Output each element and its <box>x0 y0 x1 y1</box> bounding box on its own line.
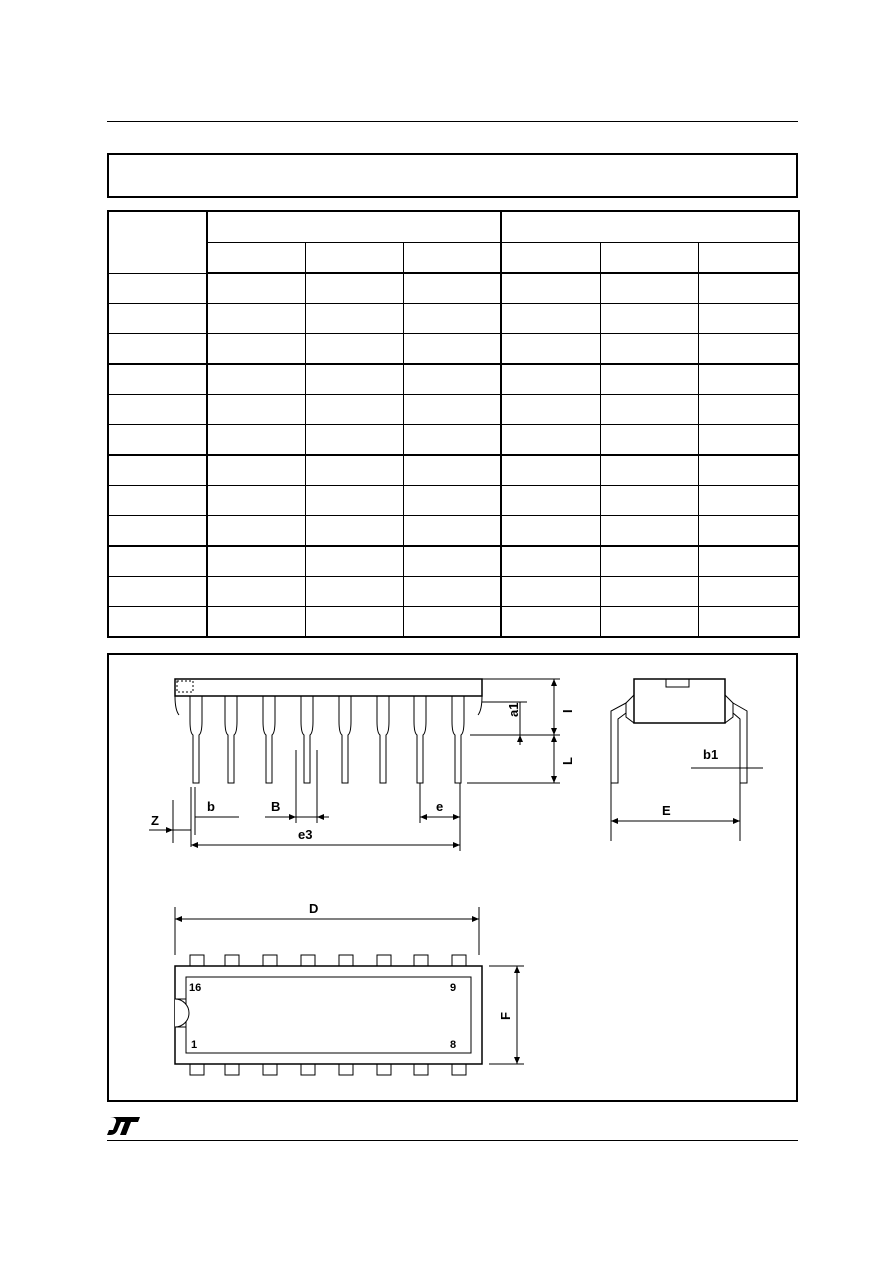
table-cell <box>403 364 501 395</box>
label-F: F <box>498 1012 513 1020</box>
table-cell <box>501 516 600 547</box>
lead <box>452 696 464 783</box>
package-body-end <box>634 679 725 723</box>
arrow-head <box>551 679 557 686</box>
subheader-cell <box>305 243 403 274</box>
label-L: L <box>560 757 575 765</box>
table-cell <box>305 577 403 607</box>
table-cell <box>403 304 501 334</box>
table-cell <box>600 486 698 516</box>
arrow-head <box>420 814 427 820</box>
table-cell <box>403 486 501 516</box>
table-cell <box>207 516 305 547</box>
table-header-row <box>108 211 799 243</box>
table-cell <box>600 455 698 486</box>
table-cell <box>698 334 799 365</box>
table-cell <box>501 546 600 577</box>
table-cell <box>305 334 403 365</box>
pin-pad <box>301 1064 315 1075</box>
table-cell <box>207 455 305 486</box>
table-cell <box>207 334 305 365</box>
lead <box>377 696 389 783</box>
arrow-head <box>472 916 479 922</box>
arrow-head <box>317 814 324 820</box>
table-cell <box>501 425 600 456</box>
table-row <box>108 273 799 304</box>
table-cell <box>305 304 403 334</box>
table-cell <box>403 577 501 607</box>
table-row <box>108 334 799 365</box>
table-cell <box>698 425 799 456</box>
label-B: B <box>271 799 281 814</box>
table-row <box>108 607 799 638</box>
label-E: E <box>662 803 671 818</box>
subheader-cell <box>600 243 698 274</box>
footer-rule <box>107 1140 798 1141</box>
table-cell <box>698 546 799 577</box>
pin-pad <box>225 1064 239 1075</box>
table-cell <box>600 273 698 304</box>
body-left-edge <box>175 696 179 715</box>
end-lead-left <box>611 703 626 783</box>
arrow-head <box>166 827 173 833</box>
table-cell <box>305 546 403 577</box>
arrow-head <box>551 776 557 783</box>
table-cell <box>600 364 698 395</box>
table-cell <box>600 577 698 607</box>
table-cell <box>108 607 207 638</box>
table-cell <box>698 577 799 607</box>
label-a1: a1 <box>506 702 521 717</box>
table-cell <box>501 304 600 334</box>
lead-group <box>190 696 464 783</box>
table-cell <box>207 273 305 304</box>
table-cell <box>305 607 403 638</box>
package-drawing <box>107 653 798 1102</box>
table-cell <box>600 334 698 365</box>
table-title-box <box>107 153 798 198</box>
table-cell <box>600 304 698 334</box>
package-outline-svg <box>109 655 796 1100</box>
arrow-head <box>453 842 460 848</box>
pad-group <box>190 955 466 1075</box>
arrow-head <box>289 814 296 820</box>
table-cell <box>108 273 207 304</box>
table-cell <box>305 395 403 425</box>
table-cell <box>403 607 501 638</box>
table-cell <box>501 577 600 607</box>
table-cell <box>108 455 207 486</box>
table-cell <box>600 425 698 456</box>
arrow-head <box>191 842 198 848</box>
st-logo-icon <box>107 1116 141 1136</box>
table-row <box>108 486 799 516</box>
table-row <box>108 546 799 577</box>
table-cell <box>108 486 207 516</box>
table-cell <box>305 425 403 456</box>
pin-pad <box>377 1064 391 1075</box>
pin-pad <box>339 1064 353 1075</box>
inch-header-cell <box>501 211 799 243</box>
header-rule <box>107 121 798 122</box>
table-cell <box>305 273 403 304</box>
table-cell <box>305 364 403 395</box>
arrow-head <box>733 818 740 824</box>
pin-pad <box>452 1064 466 1075</box>
table-cell <box>207 364 305 395</box>
table-cell <box>207 546 305 577</box>
pin-pad <box>414 955 428 966</box>
table-row <box>108 364 799 395</box>
table-cell <box>108 546 207 577</box>
pin-pad <box>452 955 466 966</box>
table-cell <box>207 395 305 425</box>
pin-label-8: 8 <box>450 1039 457 1051</box>
table-row <box>108 304 799 334</box>
table-cell <box>698 304 799 334</box>
table-cell <box>403 546 501 577</box>
arrow-head <box>514 1057 520 1064</box>
pin-pad <box>190 1064 204 1075</box>
arrow-head <box>517 735 523 742</box>
table-cell <box>108 304 207 334</box>
end-body-left <box>626 695 634 723</box>
table-cell <box>698 395 799 425</box>
table-cell <box>207 607 305 638</box>
arrow-head <box>551 728 557 735</box>
package-body-top-inner <box>186 977 471 1053</box>
table-cell <box>108 577 207 607</box>
lead <box>339 696 351 783</box>
table-cell <box>207 577 305 607</box>
subheader-cell <box>403 243 501 274</box>
table-cell <box>600 546 698 577</box>
arrow-head <box>453 814 460 820</box>
table-cell <box>305 486 403 516</box>
table-cell <box>600 516 698 547</box>
table-cell <box>698 486 799 516</box>
pin-pad <box>339 955 353 966</box>
dim-header-cell <box>108 211 207 273</box>
table-cell <box>207 425 305 456</box>
table-cell <box>698 273 799 304</box>
table-cell <box>698 455 799 486</box>
pin1-marker <box>177 681 193 692</box>
table-cell <box>403 273 501 304</box>
table-row <box>108 516 799 547</box>
package-body-side <box>175 679 482 696</box>
label-b: b <box>207 799 215 814</box>
table-cell <box>207 304 305 334</box>
label-Z: Z <box>151 813 159 828</box>
end-body-right <box>725 695 733 723</box>
table-cell <box>108 364 207 395</box>
table-cell <box>305 516 403 547</box>
subheader-cell <box>207 243 305 274</box>
table-cell <box>501 607 600 638</box>
table-cell <box>501 364 600 395</box>
pin-label-1: 1 <box>191 1039 198 1051</box>
table-cell <box>403 395 501 425</box>
lead <box>301 696 313 783</box>
arrow-head <box>611 818 618 824</box>
table-row <box>108 455 799 486</box>
pin-label-16: 16 <box>189 982 202 994</box>
table-subheader-row <box>108 243 799 274</box>
table-cell <box>600 607 698 638</box>
arrow-head <box>551 735 557 742</box>
table-cell <box>403 425 501 456</box>
table-cell <box>207 486 305 516</box>
label-D: D <box>309 901 319 916</box>
table-cell <box>501 334 600 365</box>
table-cell <box>501 273 600 304</box>
pin-pad <box>190 955 204 966</box>
table-cell <box>108 516 207 547</box>
arrow-head <box>175 916 182 922</box>
arrow-head <box>514 966 520 973</box>
pin-pad <box>377 955 391 966</box>
table-cell <box>501 486 600 516</box>
table-row <box>108 425 799 456</box>
pin-pad <box>225 955 239 966</box>
lead <box>225 696 237 783</box>
table-cell <box>403 455 501 486</box>
pin-label-9: 9 <box>450 982 457 994</box>
table-cell <box>305 455 403 486</box>
pin-pad <box>301 955 315 966</box>
pin-pad <box>414 1064 428 1075</box>
pin-pad <box>263 1064 277 1075</box>
table-cell <box>108 425 207 456</box>
mm-header-cell <box>207 211 501 243</box>
lead <box>263 696 275 783</box>
table-row <box>108 395 799 425</box>
label-b1: b1 <box>703 747 719 762</box>
label-I: I <box>560 709 575 713</box>
table-cell <box>403 516 501 547</box>
end-notch <box>666 679 689 687</box>
body-right-edge <box>478 696 482 715</box>
subheader-cell <box>698 243 799 274</box>
table-cell <box>501 395 600 425</box>
end-lead-right <box>733 703 747 783</box>
label-e3: e3 <box>298 827 313 842</box>
table-cell <box>698 516 799 547</box>
pin1-notch <box>175 999 189 1027</box>
package-body-top <box>175 966 482 1064</box>
table-cell <box>600 395 698 425</box>
table-cell <box>108 395 207 425</box>
dimensions-table <box>107 210 800 638</box>
subheader-cell <box>501 243 600 274</box>
lead <box>414 696 426 783</box>
label-e: e <box>436 799 444 814</box>
table-cell <box>403 334 501 365</box>
table-cell <box>501 455 600 486</box>
lead <box>190 696 202 783</box>
table-cell <box>698 607 799 638</box>
pin-pad <box>263 955 277 966</box>
table-cell <box>108 334 207 365</box>
table-cell <box>698 364 799 395</box>
table-row <box>108 577 799 607</box>
